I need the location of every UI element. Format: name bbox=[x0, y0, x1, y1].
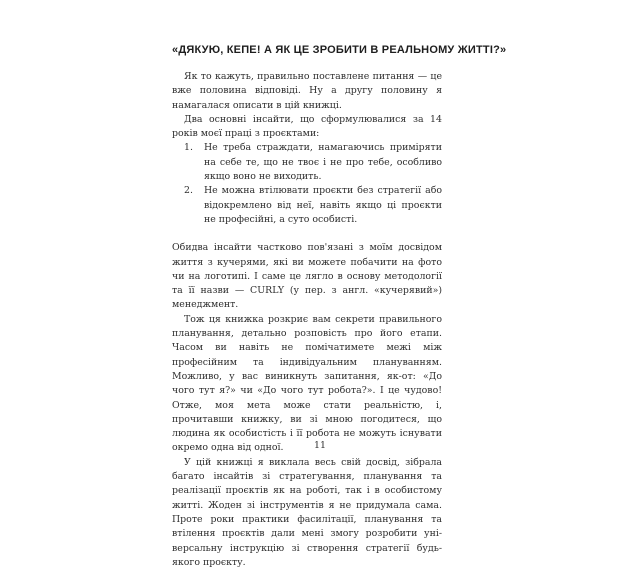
list-item bbox=[172, 184, 442, 227]
paragraph-spacer bbox=[172, 227, 442, 241]
list-item-number: 1. bbox=[184, 142, 193, 154]
list-item bbox=[172, 141, 442, 184]
list-item-text: Не треба страждати, намагаючись приміряти на себе те, що не твоє і не про тебе, особливо якщо воно не виходить. bbox=[204, 142, 442, 183]
insights-lead-paragraph: Два основні інсайти, що сформулювалися за 14 років моєї праці з проєктами: bbox=[172, 113, 442, 140]
list-item-text: Не можна втілювати проєкти без стратегії або відокремлено від неї, навіть якщо ці проєкти не професійні, а суто особисті. bbox=[204, 185, 442, 225]
page-number: 11 bbox=[314, 440, 326, 451]
list-item-number: 2. bbox=[184, 185, 193, 197]
page-heading: «ДЯКУЮ, КЕПЕ! А ЯК ЦЕ ЗРОБИТИ В РЕАЛЬНОМУ ЖИТТІ?» bbox=[172, 44, 507, 56]
insights-list bbox=[172, 141, 442, 227]
intro-paragraph: Як то кажуть, правильно поставлене питання — це вже половина відповіді. Ну а другу половину я намагалася описати в цій книжці. bbox=[172, 71, 442, 111]
body-text bbox=[172, 70, 442, 570]
experience-paragraph: У цій книжці я виклала весь свій досвід, зібрала багато інсайтів зі стратегування, планування та реалізації проєктів як на роботі, так і в особистому житті. Жоден зі інструментів я не придумала сама. Проте роки практики фасилітації, планування та втілення проєктів дали мені змогу розробити універсальну інструкцію зі створення стратегії будь-якого проєкту. bbox=[172, 456, 442, 568]
curly-paragraph: Обидва інсайти частково пов'язані з моїм досвідом життя з кучерями, які ви можете побачити на фото чи на логотипі. І саме це лягло в основу методології та її назви — CURLY (у пер. з англ. «кучерявий») менеджмент. bbox=[172, 242, 442, 311]
planning-paragraph: Тож ця книжка розкриє вам секрети правильного планування, детально розповість про його етапи. Часом ви навіть не помічатимете межі між професійним та індивідуальним плануванням. Можливо, у вас виникнуть запитання, як-от: «До чого тут я?» чи «До чого тут робота?». І це чудово! Отже, моя мета може стати реальністю, і, прочитавши книжку, ви зі мною погодитеся, що людина як особистість і її робота не можуть існувати окремо одна від одної. bbox=[172, 313, 442, 454]
